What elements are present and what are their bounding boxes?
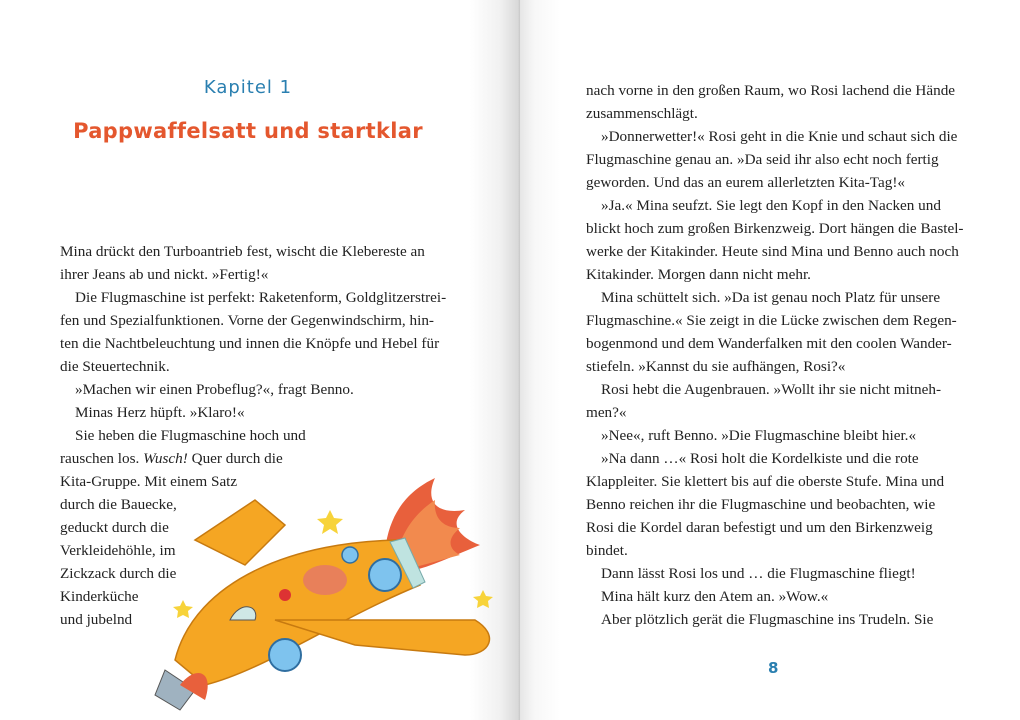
line-text: die Steuertechnik. bbox=[60, 358, 170, 375]
line-text: Flugmaschine.« Sie zeigt in die Lücke zwischen dem Regen- bbox=[586, 312, 957, 329]
line-text: blickt hoch zum großen Birkenzweig. Dort hängen die Bastel- bbox=[586, 220, 964, 237]
text-line bbox=[586, 449, 919, 469]
text-line bbox=[586, 541, 628, 561]
text-line bbox=[586, 472, 944, 492]
line-text: Kita-Gruppe. Mit einem Satz bbox=[60, 473, 238, 490]
text-line bbox=[586, 311, 957, 331]
rocket-airplane-illustration bbox=[135, 470, 505, 720]
text-line bbox=[586, 495, 935, 515]
line-text: rauschen los. bbox=[60, 450, 144, 467]
text-line bbox=[60, 403, 245, 423]
text-line bbox=[586, 426, 916, 446]
line-text: geduckt durch die bbox=[60, 519, 169, 536]
text-line bbox=[586, 104, 698, 124]
page-number: 8 bbox=[768, 659, 779, 677]
text-line bbox=[586, 288, 940, 308]
text-line bbox=[60, 242, 425, 262]
text-line bbox=[586, 334, 952, 354]
line-text: durch die Bauecke, bbox=[60, 496, 177, 513]
line-text: fen und Spezialfunktionen. Vorne der Gegenwindschirm, hin- bbox=[60, 312, 434, 329]
text-line bbox=[586, 150, 939, 170]
line-text: bogenmond und dem Wanderfalken mit den coolen Wander- bbox=[586, 335, 952, 352]
line-text: men?« bbox=[586, 404, 627, 421]
line-text: »Machen wir einen Probeflug?«, fragt Benno. bbox=[75, 381, 354, 398]
line-text: und jubelnd bbox=[60, 611, 133, 628]
text-line bbox=[586, 173, 905, 193]
text-line bbox=[586, 127, 957, 147]
chapter-title: Pappwaffelsatt und startklar bbox=[73, 119, 423, 143]
chapter-number: Kapitel 1 bbox=[203, 77, 293, 98]
text-line bbox=[60, 265, 268, 285]
text-line bbox=[60, 380, 354, 400]
line-text: geworden. Und das an eurem allerletzten Kita-Tag!« bbox=[586, 174, 906, 191]
line-text: Kitakinder. Morgen dann nicht mehr. bbox=[586, 266, 811, 283]
text-line bbox=[586, 403, 626, 423]
line-text: »Na dann …« Rosi holt die Kordelkiste und die rote bbox=[601, 450, 919, 467]
line-text: Sie heben die Flugmaschine hoch und bbox=[75, 427, 306, 444]
line-text: Zickzack durch die bbox=[60, 565, 177, 582]
text-line bbox=[586, 196, 941, 216]
line-text: Klappleiter. Sie klettert bis auf die oberste Stufe. Mina und bbox=[586, 473, 945, 490]
line-text: Mina drückt den Turboantrieb fest, wischt die Klebereste an bbox=[60, 243, 425, 260]
line-text: Mina schüttelt sich. »Da ist genau noch Platz für unsere bbox=[601, 289, 941, 306]
right-page bbox=[520, 0, 1020, 720]
line-text: bindet. bbox=[586, 542, 628, 559]
text-line bbox=[586, 380, 941, 400]
line-text: Rosi die Kordel daran befestigt und um den Birkenzweig bbox=[586, 519, 933, 536]
text-line bbox=[60, 311, 434, 331]
line-text: Mina hält kurz den Atem an. »Wow.« bbox=[601, 588, 829, 605]
line-text: ihrer Jeans ab und nickt. »Fertig!« bbox=[60, 266, 269, 283]
text-line bbox=[60, 449, 283, 469]
text-line bbox=[586, 518, 933, 538]
text-line bbox=[60, 426, 306, 446]
line-text: »Ja.« Mina seufzt. Sie legt den Kopf in den Nacken und bbox=[601, 197, 941, 214]
line-text: zusammenschlägt. bbox=[586, 105, 698, 122]
line-text: ten die Nachtbeleuchtung und innen die Knöpfe und Hebel für bbox=[60, 335, 440, 352]
line-text: Flugmaschine genau an. »Da seid ihr also echt noch fertig bbox=[586, 151, 939, 168]
text-line bbox=[586, 81, 955, 101]
line-text: »Nee«, ruft Benno. »Die Flugmaschine bleibt hier.« bbox=[601, 427, 917, 444]
text-line bbox=[586, 610, 933, 630]
line-text: Aber plötzlich gerät die Flugmaschine ins Trudeln. Sie bbox=[601, 611, 934, 628]
text-line bbox=[60, 288, 446, 308]
line-text: Minas Herz hüpft. »Klaro!« bbox=[75, 404, 245, 421]
line-text: nach vorne in den großen Raum, wo Rosi lachend die Hände bbox=[586, 82, 956, 99]
line-text: werke der Kitakinder. Heute sind Mina und Benno auch noch bbox=[586, 243, 959, 260]
line-text: Rosi hebt die Augenbrauen. »Wollt ihr sie nicht mitneh- bbox=[601, 381, 942, 398]
text-line bbox=[586, 587, 828, 607]
line-text: Quer durch die bbox=[187, 450, 283, 467]
text-line bbox=[60, 357, 170, 377]
line-text: Dann lässt Rosi los und … die Flugmaschine fliegt! bbox=[601, 565, 916, 582]
text-line bbox=[60, 610, 132, 630]
text-line bbox=[586, 242, 959, 262]
line-text: stiefeln. »Kannst du sie aufhängen, Rosi?« bbox=[586, 358, 846, 375]
text-line bbox=[586, 265, 811, 285]
text-line bbox=[586, 564, 916, 584]
line-text: Benno reichen ihr die Flugmaschine und beobachten, wie bbox=[586, 496, 936, 513]
line-text: »Donnerwetter!« Rosi geht in die Knie und schaut sich die bbox=[601, 128, 958, 145]
line-text: Die Flugmaschine ist perfekt: Raketenform, Goldglitzerstrei- bbox=[75, 289, 447, 306]
text-line bbox=[586, 219, 963, 239]
emphasized-text: Wusch! bbox=[143, 450, 188, 467]
line-text: Verkleidehöhle, im bbox=[60, 542, 176, 559]
text-line bbox=[60, 334, 439, 354]
text-line bbox=[586, 357, 845, 377]
line-text: Kinderküche bbox=[60, 588, 139, 605]
text-line bbox=[60, 587, 138, 607]
